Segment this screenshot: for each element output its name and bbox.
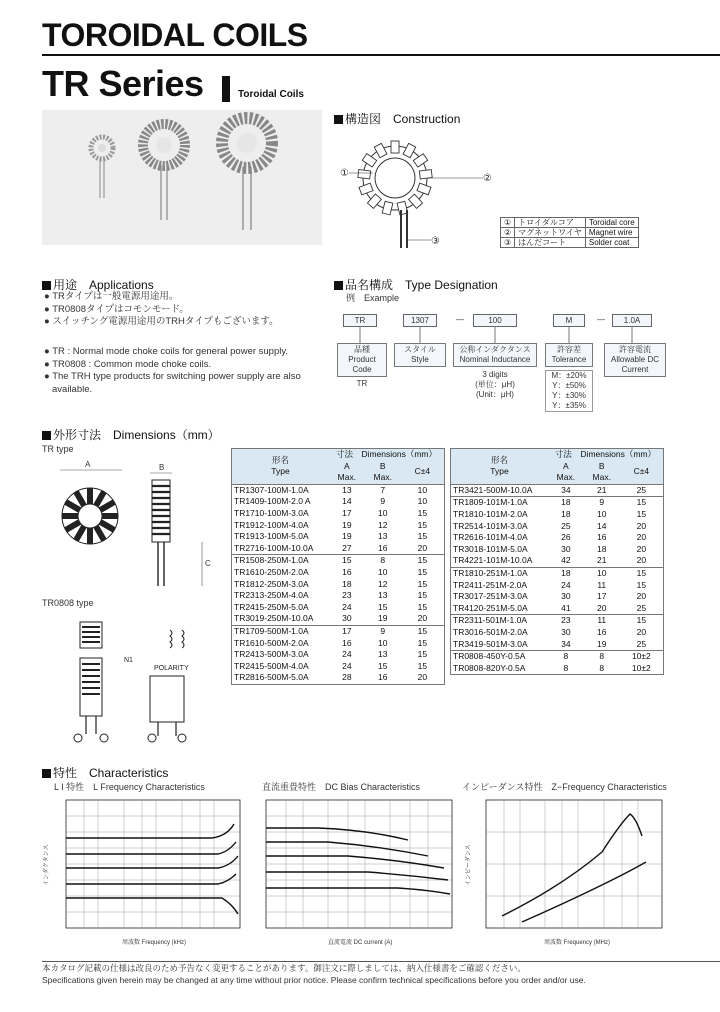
dim-cell: 15 xyxy=(417,531,428,542)
col-a-header: A Max. xyxy=(548,461,584,485)
table-row xyxy=(451,591,664,603)
dim-cell: 15 xyxy=(417,590,428,601)
chart-title-z-frequency: インピーダンス特性 Z−Frequency Characteristics xyxy=(462,782,667,792)
dimensions-table-left xyxy=(231,448,445,685)
table-row xyxy=(451,567,664,579)
table-row xyxy=(232,579,445,591)
dim-cell: 34 xyxy=(561,484,571,495)
dim-cell: 28 xyxy=(342,672,352,683)
dim-cell: 20 xyxy=(636,543,647,554)
toroid-photo-illustration xyxy=(42,110,322,245)
col-a-header: A Max. xyxy=(329,461,365,485)
type-cell: TR1809-101M-1.0A xyxy=(451,497,548,509)
dim-cell: 13 xyxy=(342,484,352,495)
list-item: ● TRタイプは一般電源用途用。 xyxy=(44,291,179,302)
type-cell: TR2413-500M-3.0A xyxy=(234,649,309,660)
table-row xyxy=(451,580,664,592)
list-item: ● TR0808タイプはコモンモード。 xyxy=(44,303,189,315)
dim-cell: 20 xyxy=(636,532,647,543)
designation-product-code: 品種 Product Code TR xyxy=(337,343,387,389)
dim-cell: 30 xyxy=(342,613,352,624)
applications-list-jp xyxy=(44,291,324,329)
dim-cell: 27 xyxy=(342,542,352,553)
table-row xyxy=(451,627,664,639)
code-box-product: TR xyxy=(343,314,377,327)
table-row xyxy=(451,544,664,556)
construction-diagram xyxy=(335,128,500,250)
tr-type-drawing xyxy=(42,458,222,590)
dim-cell: 8 xyxy=(599,662,605,673)
table-row xyxy=(232,661,445,673)
type-cell: TR3419-501M-3.0A xyxy=(453,638,528,649)
type-cell: TR2415-250M-5.0A xyxy=(234,601,309,612)
toroid-large-image xyxy=(222,118,272,230)
dim-cell: 26 xyxy=(561,532,571,543)
type-cell: TR3016-501M-2.0A xyxy=(453,626,528,637)
dim-cell: 23 xyxy=(342,590,352,601)
dim-cell: 10 xyxy=(584,567,620,579)
chart-ylabel: インダクタンス xyxy=(44,844,50,886)
dim-cell: 21 xyxy=(596,555,607,566)
chart-title-l-frequency: L I 特性 L Frequency Characteristics xyxy=(54,782,205,792)
dim-cell: 21 xyxy=(596,484,607,495)
list-item: ● TR : Normal mode choke coils for general power supply. xyxy=(44,346,289,357)
dim-cell: 19 xyxy=(378,613,388,624)
dim-cell: 16 xyxy=(596,532,607,543)
dim-cell: 12 xyxy=(378,578,388,589)
dim-cell: 24 xyxy=(342,660,352,671)
dim-cell: 20 xyxy=(636,555,647,566)
table-row xyxy=(451,663,664,675)
table-row xyxy=(232,567,445,579)
dim-cell: 18 xyxy=(342,578,352,589)
dim-cell: 10 xyxy=(417,496,428,507)
list-item: available. xyxy=(52,383,93,395)
dim-cell: 14 xyxy=(342,496,352,507)
table-row xyxy=(232,531,445,543)
col-c-header: C±4 xyxy=(401,461,445,485)
type-cell: TR2816-500M-5.0A xyxy=(234,672,309,683)
table-row xyxy=(232,520,445,532)
table-row xyxy=(232,508,445,520)
dim-cell: 15 xyxy=(417,578,428,589)
code-box-current: 1.0A xyxy=(612,314,652,327)
chart-xlabel: 周波数 Frequency (kHz) xyxy=(122,940,187,946)
chart-dc-bias xyxy=(258,796,458,948)
toroid-small-image xyxy=(91,137,113,198)
type-cell: TR1810-101M-2.0A xyxy=(453,508,528,519)
type-cell: TR1810-251M-1.0A xyxy=(451,567,548,579)
table-row xyxy=(232,602,445,614)
dim-label-c: C xyxy=(205,559,211,568)
table-row xyxy=(451,555,664,567)
dim-cell: 20 xyxy=(417,613,428,624)
table-row xyxy=(232,638,445,650)
dim-cell: 24 xyxy=(342,649,352,660)
designation-allowable-current: 許容電流 Allowable DC Current xyxy=(604,343,666,377)
list-item: ● スイッチング電源用途用のTRHタイプもございます。 xyxy=(44,316,279,327)
dim-cell: 16 xyxy=(342,637,352,648)
table-row xyxy=(451,651,664,663)
table-row xyxy=(451,521,664,533)
page-title: TOROIDAL COILS xyxy=(42,17,308,53)
type-cell: TR3017-251M-3.0A xyxy=(453,591,528,602)
table-row xyxy=(451,509,664,521)
col-c-header: C±4 xyxy=(620,461,664,485)
dim-cell: 16 xyxy=(378,542,388,553)
dim-cell: 10 xyxy=(378,566,388,577)
dim-cell: 30 xyxy=(561,626,571,637)
construction-heading: 構造図 Construction xyxy=(334,110,460,127)
table-row xyxy=(451,484,664,497)
table-row xyxy=(232,590,445,602)
chart-z-frequency xyxy=(462,796,668,948)
type-cell: TR2716-100M-10.0A xyxy=(234,542,314,553)
dim-cell: 15 xyxy=(417,519,428,530)
dim-cell: 18 xyxy=(596,543,607,554)
table-row xyxy=(232,625,445,637)
title-rule xyxy=(42,54,720,56)
dim-cell: 18 xyxy=(561,508,571,519)
footer xyxy=(42,962,586,986)
callout-3: ③ xyxy=(431,236,440,247)
type-header: 形名 Type xyxy=(451,449,548,485)
dim-cell: 12 xyxy=(378,519,388,530)
code-box-tolerance: M xyxy=(553,314,585,327)
applications-list-en xyxy=(44,346,324,396)
footer-jp: 本カタログ記載の仕様は改良のため予告なく変更することがあります。御注文に際しましては、納入仕様書をご確認ください。 xyxy=(42,963,526,973)
type-designation-heading: 品名構成 Type Designation xyxy=(334,276,498,293)
code-separator: — xyxy=(597,315,605,324)
series-subtitle: Toroidal Coils xyxy=(238,89,304,100)
dim-cell: 15 xyxy=(329,555,365,567)
series-title: TR Series xyxy=(42,63,204,104)
designation-nominal-inductance: 公称インダクタンス Nominal Inductance 3 digits (単位：μH) (Unit：μH) xyxy=(453,343,537,400)
dim-cell: 8 xyxy=(584,651,620,663)
dim-cell: 25 xyxy=(561,520,571,531)
dim-cell: 17 xyxy=(329,625,365,637)
dim-cell: 16 xyxy=(342,566,352,577)
dim-cell: 30 xyxy=(561,543,571,554)
polarity-label: POLARITY xyxy=(154,665,189,672)
callout-2: ② xyxy=(483,173,492,184)
type-cell: TR2311-501M-1.0A xyxy=(451,615,548,627)
chart-ylabel: インピーダンス xyxy=(466,844,472,886)
type-cell: TR0808-820Y-0.5A xyxy=(453,662,526,673)
dim-cell: 18 xyxy=(548,497,584,509)
type-cell: TR1913-100M-5.0A xyxy=(234,531,309,542)
dim-cell: 18 xyxy=(548,567,584,579)
dim-cell: 15 xyxy=(620,567,664,579)
type-cell: TR4221-101M-10.0A xyxy=(453,555,533,566)
type-cell: TR3421-500M-10.0A xyxy=(453,484,533,495)
table-row xyxy=(232,613,445,625)
table-row xyxy=(451,615,664,627)
type-cell: TR1709-500M-1.0A xyxy=(232,625,329,637)
type-cell: TR1710-100M-3.0A xyxy=(234,507,309,518)
table-row xyxy=(451,532,664,544)
type-header: 形名 Type xyxy=(232,449,329,485)
type-cell: TR1409-100M-2.0 A xyxy=(234,496,311,507)
code-separator: — xyxy=(456,315,464,324)
dim-cell: 10 xyxy=(378,637,388,648)
svg-text:N1: N1 xyxy=(124,657,133,664)
dim-cell: 13 xyxy=(378,531,388,542)
toroid-medium-image xyxy=(143,124,185,220)
dim-cell: 11 xyxy=(597,579,607,590)
dim-cell: 23 xyxy=(548,615,584,627)
code-box-style: 1307 xyxy=(403,314,437,327)
dim-cell: 16 xyxy=(378,672,388,683)
dim-cell: 15 xyxy=(636,508,647,519)
dim-cell: 17 xyxy=(596,591,607,602)
dim-cell: 34 xyxy=(561,638,571,649)
dim-cell: 10 xyxy=(417,484,428,495)
dim-cell: 8 xyxy=(548,651,584,663)
dim-cell: 10±2 xyxy=(620,651,664,663)
table-row xyxy=(451,603,664,615)
dim-cell: 15 xyxy=(620,497,664,509)
type-cell: TR2411-251M-2.0A xyxy=(453,579,528,590)
dim-cell: 24 xyxy=(561,579,571,590)
dim-cell: 25 xyxy=(636,602,647,613)
dim-label-a: A xyxy=(85,460,91,469)
dim-cell: 10 xyxy=(596,508,607,519)
type-cell: TR3018-101M-5.0A xyxy=(453,543,528,554)
dim-cell: 15 xyxy=(417,649,428,660)
product-photo xyxy=(42,110,322,245)
dim-cell: 15 xyxy=(401,625,445,637)
dim-cell: 20 xyxy=(636,626,647,637)
tr0808-type-label: TR0808 type xyxy=(42,598,94,608)
dim-cell: 10±2 xyxy=(631,662,651,673)
dim-cell: 13 xyxy=(378,590,388,601)
dim-cell: 24 xyxy=(342,601,352,612)
dim-cell: 15 xyxy=(378,601,388,612)
tr-type-label: TR type xyxy=(42,444,74,454)
designation-style: スタイル Style xyxy=(394,343,446,367)
dim-cell: 15 xyxy=(620,615,664,627)
table-row xyxy=(232,672,445,684)
table-row xyxy=(451,639,664,651)
type-cell: TR1508-250M-1.0A xyxy=(232,555,329,567)
dim-cell: 8 xyxy=(365,555,401,567)
type-cell: TR1812-250M-3.0A xyxy=(234,578,309,589)
dim-cell: 42 xyxy=(561,555,571,566)
col-b-header: B Max. xyxy=(365,461,401,485)
dim-cell: 20 xyxy=(417,542,428,553)
tr0808-type-drawing xyxy=(42,612,222,752)
type-cell: TR1610-500M-2.0A xyxy=(234,637,309,648)
callout-1: ① xyxy=(340,168,349,179)
construction-legend: ① トロイダルコア Toroidal core ② マグネットワイヤ Magnet wire ③ はんだコート Solder coat xyxy=(500,217,639,248)
dims-header: 寸法 Dimensions（mm） xyxy=(329,449,445,461)
dim-cell: 20 xyxy=(636,520,647,531)
type-cell: TR2313-250M-4.0A xyxy=(234,590,309,601)
dim-cell: 15 xyxy=(417,660,428,671)
dim-cell: 25 xyxy=(636,484,647,495)
dim-cell: 10 xyxy=(378,507,388,518)
list-item: ● TR0808 : Common mode choke coils. xyxy=(44,358,212,370)
table-row xyxy=(232,649,445,661)
dim-cell: 19 xyxy=(342,519,352,530)
type-cell: TR1307-100M-1.0A xyxy=(234,484,309,495)
type-cell: TR2616-101M-4.0A xyxy=(453,532,528,543)
dim-cell: 16 xyxy=(596,626,607,637)
dim-cell: 19 xyxy=(596,638,607,649)
chart-xlabel: 周波数 Frequency (MHz) xyxy=(544,940,611,946)
code-box-inductance: 100 xyxy=(473,314,517,327)
dim-cell: 7 xyxy=(380,484,386,495)
chart-xlabel: 直流電流 DC current (A) xyxy=(328,940,393,946)
table-row xyxy=(232,496,445,508)
dim-cell: 17 xyxy=(342,507,352,518)
dim-cell: 20 xyxy=(636,591,647,602)
dim-cell: 14 xyxy=(596,520,607,531)
table-row xyxy=(232,555,445,567)
type-cell: TR2415-500M-4.0A xyxy=(234,660,309,671)
list-item: ● The TRH type products for switching power supply are also xyxy=(44,371,301,382)
type-cell: TR1610-250M-2.0A xyxy=(234,566,309,577)
designation-tolerance: 許容差 Tolerance M：±20% Y：±50% Y：±30% Y：±35% xyxy=(545,343,593,412)
dim-cell: 15 xyxy=(417,637,428,648)
characteristics-heading: 特性 Characteristics xyxy=(42,764,168,781)
dim-cell: 30 xyxy=(561,591,571,602)
dim-cell: 25 xyxy=(636,638,647,649)
type-cell: TR3019-250M-10.0A xyxy=(234,613,314,624)
dim-cell: 15 xyxy=(417,601,428,612)
dim-cell: 9 xyxy=(584,497,620,509)
dim-cell: 9 xyxy=(380,496,386,507)
dim-cell: 15 xyxy=(378,660,388,671)
type-cell: TR0808-450Y-0.5A xyxy=(451,651,548,663)
type-cell: TR2514-101M-3.0A xyxy=(453,520,528,531)
dim-cell: 8 xyxy=(563,662,569,673)
dim-cell: 15 xyxy=(417,566,428,577)
type-cell: TR1912-100M-4.0A xyxy=(234,519,309,530)
dim-cell: 20 xyxy=(596,602,607,613)
dim-cell: 15 xyxy=(417,507,428,518)
type-cell: TR4120-251M-5.0A xyxy=(453,602,528,613)
dimensions-heading: 外形寸法 Dimensions（mm） xyxy=(42,426,220,443)
dim-cell: 11 xyxy=(584,615,620,627)
dimensions-table-right xyxy=(450,448,664,675)
chart-l-frequency xyxy=(42,796,252,948)
col-b-header: B Max. xyxy=(584,461,620,485)
dim-cell: 41 xyxy=(561,602,571,613)
dim-label-b: B xyxy=(159,463,165,472)
series-bar xyxy=(222,76,230,102)
table-row xyxy=(232,484,445,496)
footer-en: Specifications given herein may be changed at any time without prior notice. Please confirm technical specifications before you order and/or use. xyxy=(42,975,586,985)
example-label: 例 Example xyxy=(346,293,400,303)
dim-cell: 9 xyxy=(365,625,401,637)
table-row xyxy=(451,497,664,509)
applications-heading: 用途 Applications xyxy=(42,276,154,293)
dim-cell: 20 xyxy=(417,672,428,683)
dim-cell: 15 xyxy=(401,555,445,567)
dim-cell: 15 xyxy=(636,579,647,590)
dims-header: 寸法 Dimensions（mm） xyxy=(548,449,664,461)
chart-title-dc-bias: 直流重畳特性 DC Bias Characteristics xyxy=(262,782,421,792)
table-row xyxy=(232,543,445,555)
dim-cell: 13 xyxy=(378,649,388,660)
dim-cell: 19 xyxy=(342,531,352,542)
